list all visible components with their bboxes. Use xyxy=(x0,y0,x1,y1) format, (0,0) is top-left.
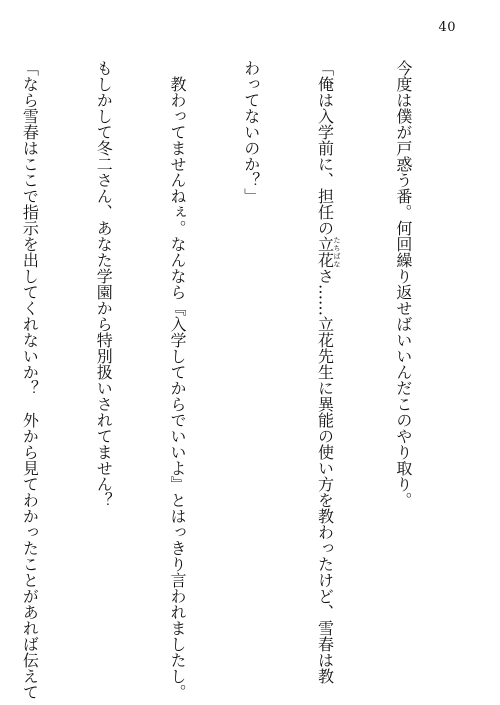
furigana-tachibana xyxy=(315,236,342,268)
text-line-2 xyxy=(312,60,342,684)
page-number: 40 xyxy=(438,20,456,35)
ruby-base: 立花 xyxy=(315,236,335,268)
text-line-5: もしかして冬二さん、あなた学園から特別扱いされてません？ xyxy=(94,60,114,508)
ruby-reading: たちばな xyxy=(333,236,342,268)
vertical-text-block xyxy=(20,60,464,700)
text-line-3: わってないのか？」 xyxy=(241,60,261,204)
text-line-4: 教わってませんねぇ。なんなら『入学してからでいいよ』とはっきり言われましたし。 xyxy=(167,60,187,700)
text-line-1: 今度は僕が戸惑う番。何回繰り返せばいいんだこのやり取り。 xyxy=(393,60,413,508)
text-line-6: 「なら雪春はここで指示を出してくれないか？ 外から見てわかったことがあれば伝えて xyxy=(20,60,40,700)
text-line-2-after-ruby: さ……立花先生に異能の使い方を教わったけど、雪春は教 xyxy=(315,268,335,684)
text-line-2-before-ruby: 「俺は入学前に、担任の xyxy=(315,60,335,236)
